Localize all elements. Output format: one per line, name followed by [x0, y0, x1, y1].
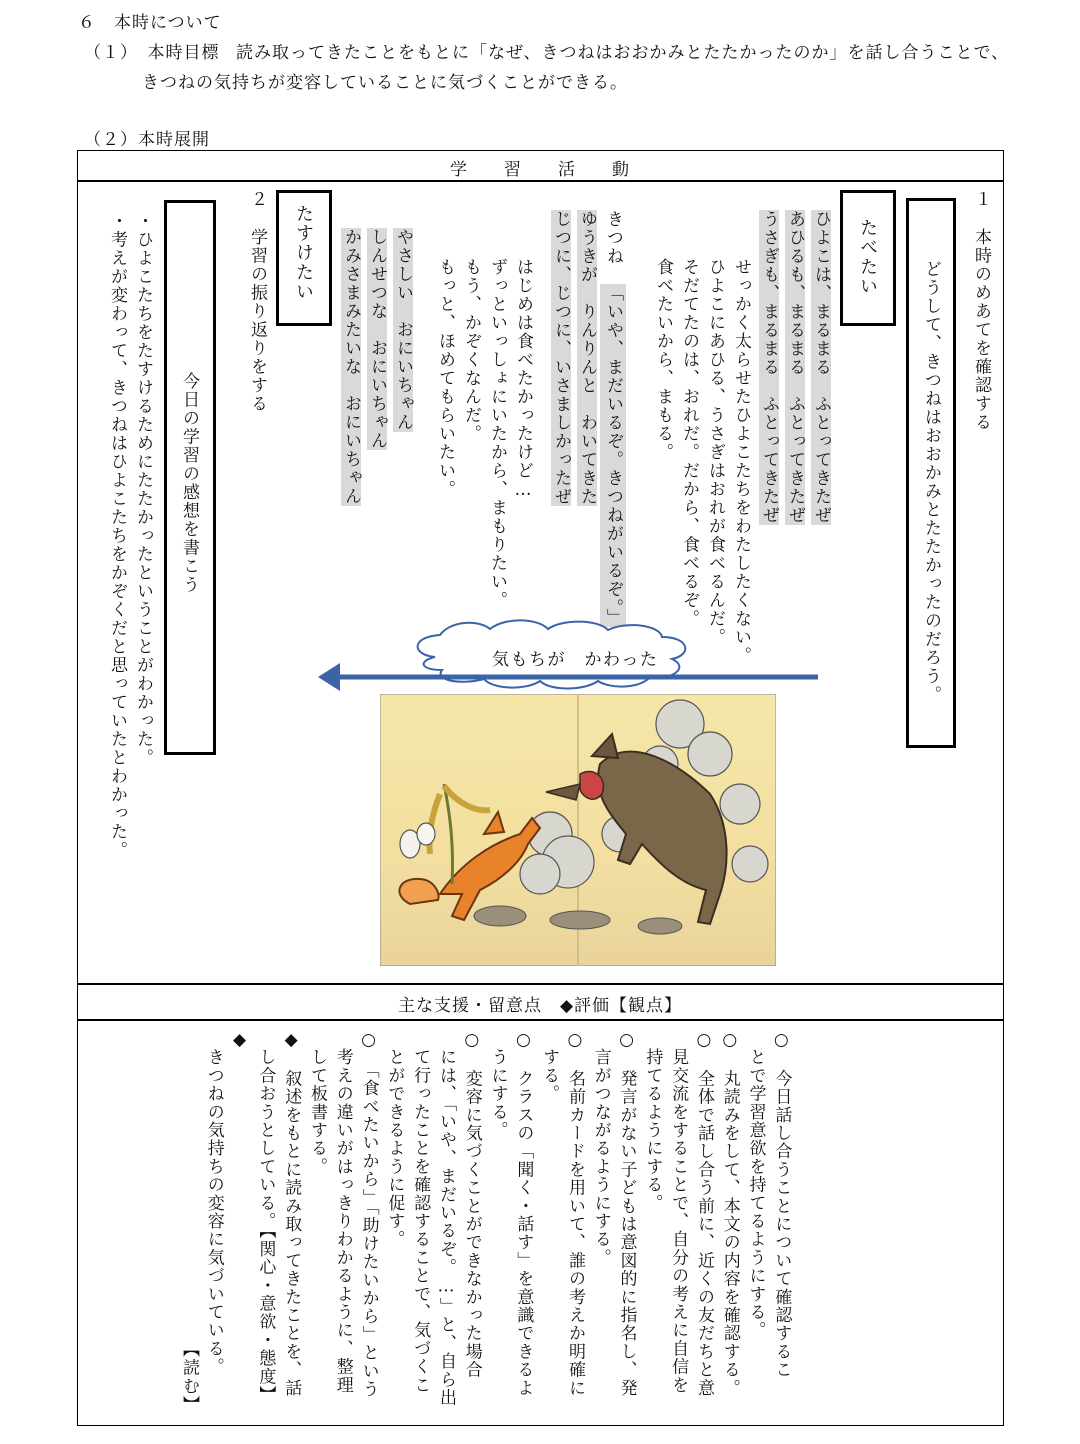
question-text: どうして、きつねはおおかみとたたかったのだろう。	[921, 260, 941, 704]
support-line: きつねの気持ちの変容に気づいている。	[203, 1030, 224, 1376]
support-line: 言がつながるようにする。	[590, 1030, 611, 1267]
story-illustration	[380, 694, 776, 966]
support-line: 見交流をすることで、自分の考えに自信を	[668, 1030, 689, 1394]
support-line: て行ったことを確認することで、気づくこ	[410, 1030, 431, 1394]
quote-line: ひよこは、まるまる ふとってきたぜ	[811, 210, 831, 525]
step1-number: １	[971, 190, 991, 209]
step2-number: ２	[247, 190, 267, 209]
support-line: とで学習意欲を持てるようにする。	[745, 1030, 766, 1340]
support-line: して板書する。	[306, 1030, 327, 1176]
feeling-line: もう、かぞくなんだ。	[461, 258, 481, 443]
support-line: ◆	[229, 1030, 250, 1052]
activities-header: 学 習 活 動	[450, 160, 630, 180]
reason-line: そだてたのは、おれだ。だから、食べるぞ。	[679, 258, 699, 628]
tasuketai-label: たすけたい	[293, 204, 314, 302]
reflection-box-text: 今日の学習の感想を書こう	[179, 372, 199, 594]
kitsune-quote	[548, 210, 626, 627]
feeling-line: はじめは食べたかったけど…	[513, 258, 533, 502]
cloud-text: 気もちが かわった	[492, 650, 659, 670]
support-header: 主な支援・留意点 ◆評価【観点】	[397, 996, 683, 1016]
divider	[77, 180, 1004, 182]
arrow-head-icon	[318, 663, 340, 691]
hiyoko-quote	[756, 210, 834, 525]
goal-line-1: 読み取ってきたことをもとに「なぜ、きつねはおおかみとたたかったのか」を話し合うことで、	[236, 43, 1010, 63]
reflection-line: ・考えが変わって、きつねはひよこたちをかぞくだと思っていたとわかった。	[107, 212, 127, 860]
oniichan-quote	[338, 228, 416, 506]
quote-line: ゆうきが りんりんと わいてきた	[577, 210, 597, 506]
quote-line: しんせつな おにいちゃん	[367, 228, 387, 450]
support-line: 持てるようにする。	[642, 1030, 663, 1212]
support-items	[200, 1030, 793, 1407]
reason-lines	[650, 258, 754, 665]
reason-line: せっかく太らせたひよこたちをわたしたくない。	[731, 258, 751, 665]
support-line: ○ 丸読みをして、本文の内容を確認する。	[719, 1030, 740, 1397]
reflection-line: ・ひよこたちをたすけるためにたたかったということがわかった。	[133, 212, 153, 767]
section-heading: ６ 本時について	[78, 13, 222, 33]
support-line: ◆ 叙述をもとに読み取ってきたことを、話	[281, 1030, 302, 1397]
divider	[77, 983, 1004, 985]
duck-figure	[417, 823, 435, 845]
goal-label: （１） 本時目標	[84, 43, 220, 63]
quote-line: うさぎも、まるまる ふとってきたぜ	[759, 210, 779, 525]
support-line: ○ 変容に気づくことができなかった場合	[461, 1030, 482, 1379]
feeling-line: もっと、ほめてもらいたい。	[435, 258, 455, 499]
support-line: ○ 名前カードを用いて、誰の考えか明確に	[564, 1030, 585, 1397]
reflection-lines	[104, 212, 156, 860]
support-line: ○ 発言がない子どもは意図的に指名し、発	[616, 1030, 637, 1397]
support-line: とができるように促す。	[384, 1030, 405, 1249]
support-line: うにする。	[487, 1030, 508, 1140]
divider	[77, 1019, 1004, 1021]
quote-line: かみさまみたいな おにいちゃん	[341, 228, 361, 506]
quote-line: 「いや、まだいるぞ。きつねがいるぞ。」	[600, 284, 626, 627]
eval-tag: 【読む】	[179, 1340, 199, 1414]
step1-text: 本時のめあてを確認する	[971, 228, 991, 432]
support-line: ○ 「食べたいから」「助けたいから」という	[358, 1030, 379, 1399]
support-line: ○ 全体で話し合う前に、近くの友だちと意	[693, 1030, 714, 1397]
support-line: し合おうとしている。【関心・意欲・態度】	[255, 1030, 276, 1404]
feeling-lines	[432, 258, 536, 610]
support-line: 考えの違いがはっきりわかるように、整理	[332, 1030, 353, 1394]
step2-text: 学習の振り返りをする	[247, 228, 267, 413]
development-label: （２）本時展開	[84, 130, 210, 150]
support-line: ○ クラスの「聞く・話す」を意識できるよ	[513, 1030, 534, 1397]
feeling-line: ずっといっしょにいたから、まもりたい。	[487, 258, 507, 610]
support-line: には、「いや、まだいるぞ。…」と、自ら出	[435, 1030, 456, 1407]
goal-line-2: きつねの気持ちが変容していることに気づくことができる。	[142, 73, 628, 93]
reason-line: ひよこにあひる、うさぎはおれが食べるんだ。	[705, 258, 725, 647]
support-line: する。	[539, 1030, 560, 1103]
reason-line: 食べたいから、まもる。	[653, 258, 673, 462]
quote-line: やさしい おにいちゃん	[393, 228, 413, 432]
tabetai-label: たべたい	[857, 218, 878, 296]
support-line: ○ 今日話し合うことについて確認するこ	[771, 1030, 792, 1379]
quote-line: じつに、じつに、いさましかったぜ	[551, 210, 571, 506]
kitsune-label: きつね	[603, 210, 623, 266]
quote-line: あひるも、まるまる ふとってきたぜ	[785, 210, 805, 525]
